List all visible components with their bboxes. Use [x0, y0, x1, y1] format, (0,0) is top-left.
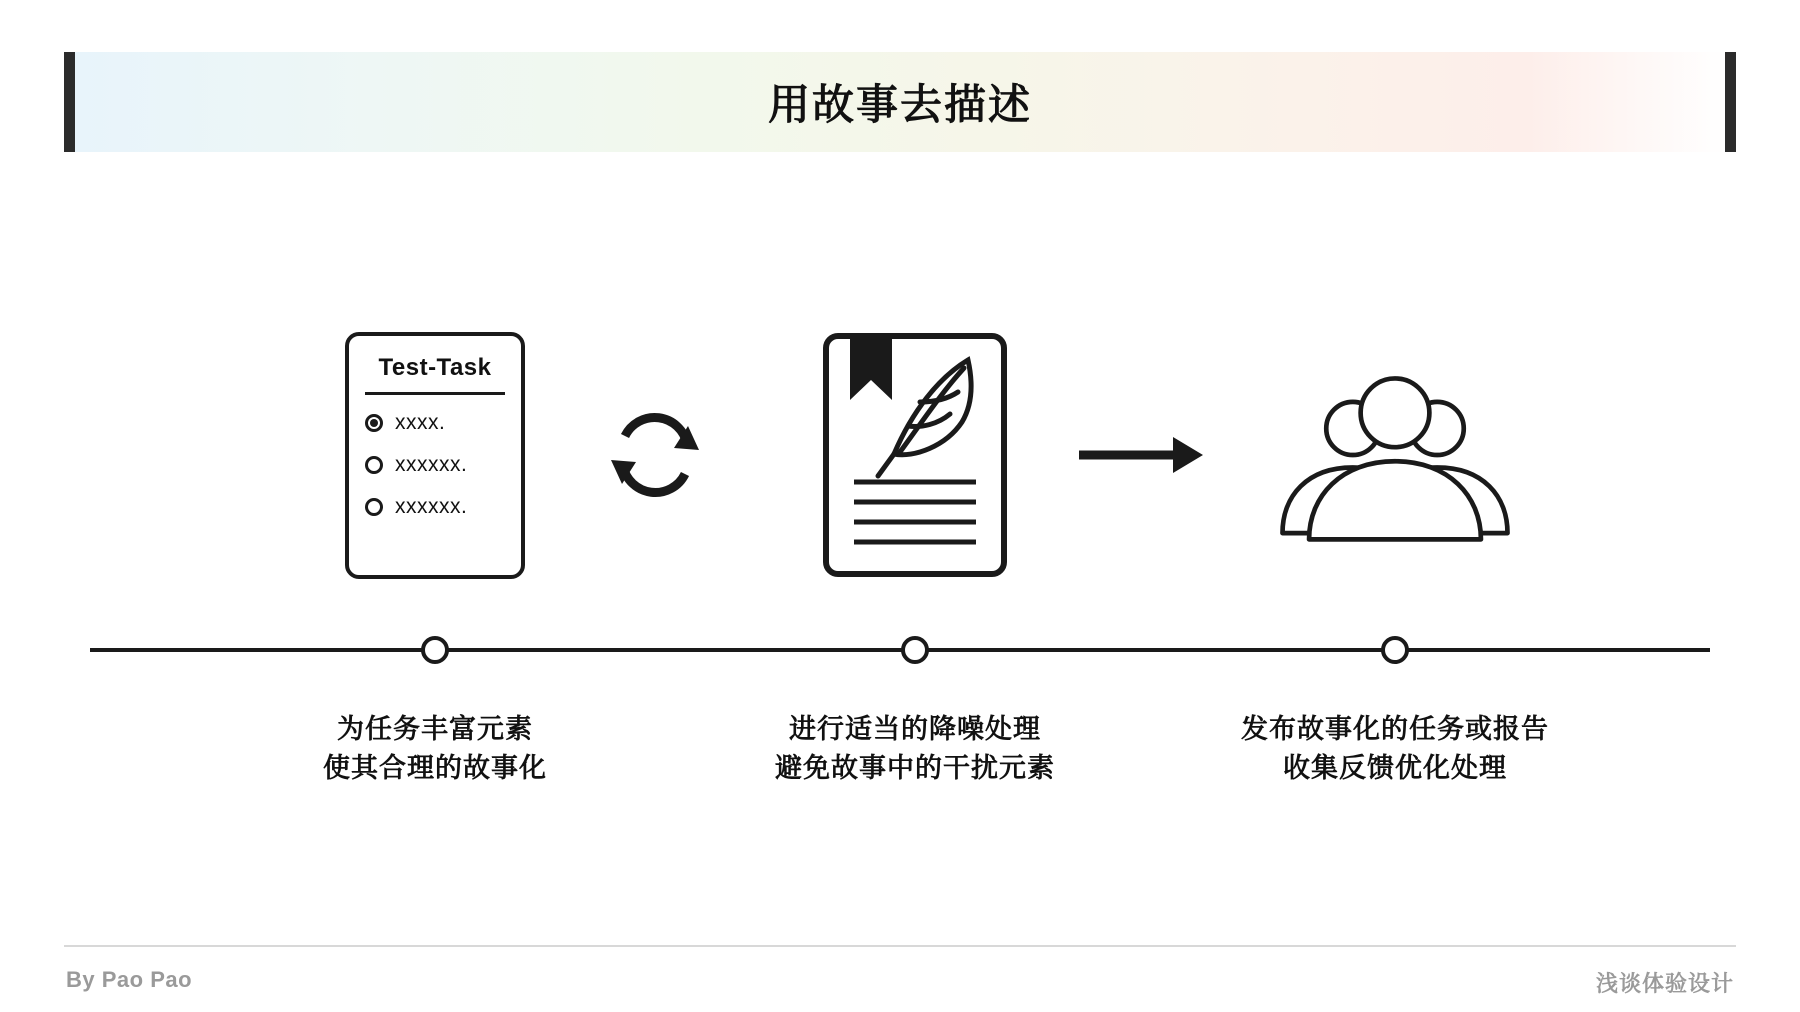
task-card-title: Test-Task: [378, 353, 492, 381]
task-item-label: xxxxxx.: [395, 452, 468, 476]
radio-icon: [365, 456, 383, 474]
page-footer: [64, 945, 1736, 1005]
timeline-captions: [90, 710, 1710, 840]
refresh-cycle-icon: [600, 400, 710, 510]
header-left-bar: [64, 52, 75, 152]
radio-icon: [365, 498, 383, 516]
step-3-caption: [1185, 710, 1605, 788]
step-2-icon: [790, 330, 1040, 580]
task-item-label: xxxx.: [395, 410, 446, 434]
list-item: [365, 495, 505, 519]
checklist-card-icon: [345, 332, 525, 579]
connector-1: [580, 405, 730, 505]
step-3-caption-line1: 发布故事化的任务或报告: [1241, 714, 1549, 744]
step-1-caption-line1: 为任务丰富元素: [337, 714, 533, 744]
page-title: 用故事去描述: [767, 81, 1032, 128]
arrow-right-icon: [1075, 425, 1205, 485]
quill-document-icon: [820, 330, 1010, 580]
task-card-divider: [365, 392, 505, 395]
header-gradient-band: [75, 52, 1725, 152]
step-1-icon: [310, 330, 560, 580]
timeline-node-1: [421, 636, 449, 664]
footer-divider: [64, 945, 1736, 947]
list-item: [365, 453, 505, 477]
footer-author: By Pao Pao: [66, 967, 193, 992]
connector-2: [1065, 405, 1215, 505]
step-1-caption-line2: 使其合理的故事化: [323, 753, 547, 784]
step-2-caption-line1: 进行适当的降噪处理: [789, 714, 1041, 744]
step-2-caption-line2: 避免故事中的干扰元素: [775, 753, 1055, 784]
list-item: [365, 411, 505, 435]
step-1-caption: [225, 710, 645, 788]
radio-selected-icon: [365, 414, 383, 432]
footer-brand: 浅谈体验设计: [1595, 971, 1734, 996]
timeline-node-3: [1381, 636, 1409, 664]
step-3-icon: [1270, 330, 1520, 580]
step-3-caption-line2: 收集反馈优化处理: [1283, 753, 1507, 784]
timeline-line: [90, 648, 1710, 652]
diagram-icon-row: [90, 330, 1710, 580]
step-2-caption: [705, 710, 1125, 788]
timeline: [90, 630, 1710, 670]
people-group-icon: [1270, 335, 1520, 575]
person-center-head: [1361, 378, 1430, 447]
page-header: [64, 52, 1736, 152]
task-item-label: xxxxxx.: [395, 494, 468, 518]
header-right-bar: [1725, 52, 1736, 152]
timeline-node-2: [901, 636, 929, 664]
diagram-stage: [0, 150, 1800, 870]
